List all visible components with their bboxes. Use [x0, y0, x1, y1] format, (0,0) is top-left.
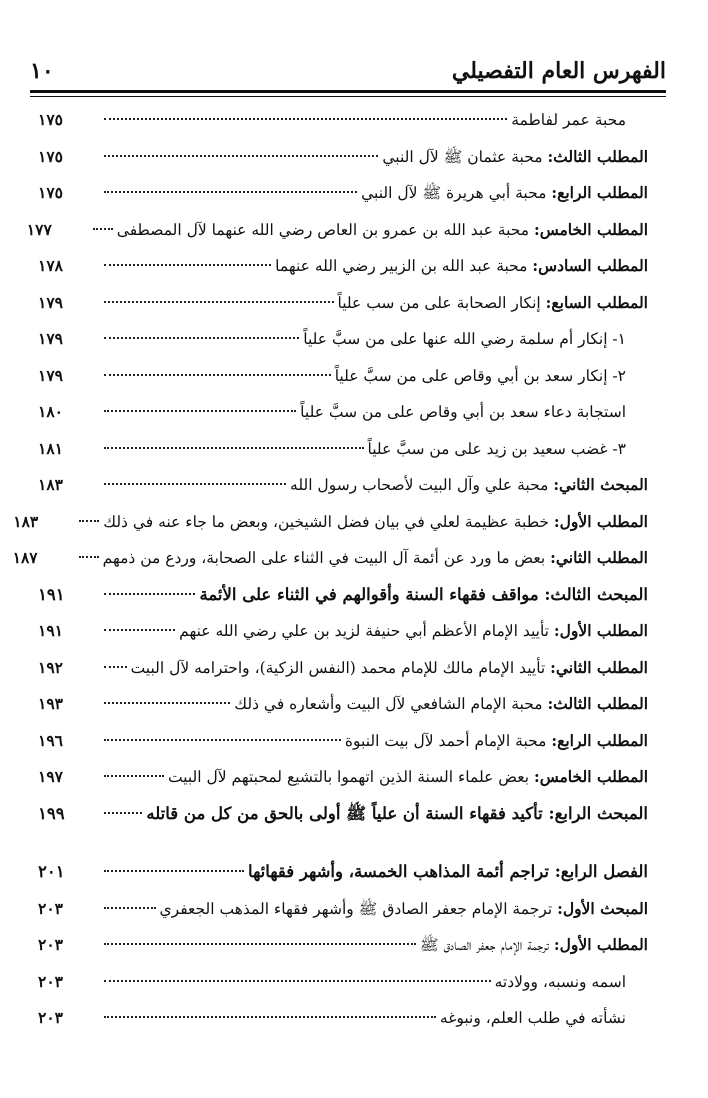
- toc-entry-title: ترجمة الإمام جعفر الصادق ﷺ: [419, 936, 554, 954]
- toc-entry-page: ١٨٣: [38, 475, 63, 494]
- dot-leader: [93, 228, 113, 230]
- table-of-contents: [12, 102, 648, 1037]
- toc-entry-title: محبة الإمام الشافعي لآل البيت وأشعاره في ذلك: [234, 695, 548, 713]
- toc-entry-title: محبة أبي هريرة ﷺ لآل النبي: [361, 184, 552, 202]
- toc-entry-heading: المطلب الأول:: [553, 621, 648, 640]
- dot-leader: [104, 943, 416, 945]
- toc-entry-title: تأكيد فقهاء السنة أن علياً ﷺ أولى بالحق من كل من قاتله: [146, 803, 549, 823]
- toc-entry: [13, 504, 648, 541]
- toc-entry: [38, 102, 648, 139]
- toc-entry-heading: المطلب الأول:: [553, 511, 648, 531]
- toc-entry-label: [248, 854, 648, 891]
- toc-entry-page: ١٧٥: [38, 146, 63, 166]
- toc-entry-heading: المبحث الرابع:: [548, 803, 648, 823]
- toc-entry: [38, 686, 648, 723]
- dot-leader: [79, 556, 99, 558]
- dot-leader: [104, 483, 286, 485]
- page-title: الفهرس العام التفصيلي: [451, 58, 666, 84]
- toc-entry-title: تأييد الإمام الأعظم أبي حنيفة لزيد بن علي رضي الله عنهم: [179, 622, 554, 640]
- toc-entry-title: ترجمة الإمام جعفر الصادق ﷺ وأشهر فقهاء المذهب الجعفري: [159, 899, 558, 918]
- toc-entry-page: ١٩٣: [38, 694, 63, 713]
- toc-entry-page: ١٩١: [38, 621, 63, 640]
- dot-leader: [104, 775, 164, 777]
- dot-leader: [104, 447, 364, 449]
- toc-entry-heading: المطلب الخامس:: [534, 219, 648, 239]
- toc-entry-label: [511, 102, 626, 139]
- toc-entry: [38, 358, 648, 395]
- toc-entry-label: [199, 577, 648, 614]
- toc-entry-title: محبة علي وآل البيت لأصحاب رسول الله: [290, 476, 554, 494]
- toc-entry-page: ١٨٣: [13, 511, 39, 531]
- toc-entry-label: [146, 796, 648, 833]
- toc-entry-heading: المطلب الأول:: [553, 935, 648, 954]
- toc-entry-heading: المطلب الثاني:: [550, 548, 648, 567]
- toc-entry-title: محبة عمر لفاطمة: [511, 111, 626, 129]
- dot-leader: [104, 666, 127, 668]
- dot-leader: [104, 1016, 436, 1018]
- toc-entry-page: ٢٠٣: [38, 971, 63, 991]
- toc-entry-heading: المطلب الثاني:: [550, 657, 648, 677]
- toc-entry-label: [338, 285, 649, 322]
- toc-entry-page: ١٩١: [38, 584, 65, 604]
- header-rule-thin: [30, 96, 666, 97]
- toc-entry-title: مواقف فقهاء السنة وأقوالهم في الثناء على الأئمة: [199, 584, 545, 604]
- toc-entry-title: محبة عبد الله بن الزبير رضي الله عنهما: [275, 257, 533, 275]
- toc-entry-heading: المطلب السابع:: [545, 292, 648, 312]
- toc-entry-page: ١٧٨: [38, 256, 63, 275]
- toc-entry-label: [179, 613, 648, 650]
- toc-entry-page: ١٧٩: [38, 292, 63, 312]
- toc-entry-page: ١٧٩: [38, 365, 63, 385]
- toc-entry-title: نشأته في طلب العلم، ونبوغه: [439, 1009, 626, 1027]
- toc-entry-page: ٢٠٣: [38, 935, 63, 954]
- toc-entry: [12, 540, 648, 577]
- toc-entry: [38, 723, 648, 760]
- toc-entry-heading: المبحث الثالث:: [544, 584, 648, 604]
- toc-entry: [38, 394, 648, 431]
- toc-entry-page: ١٨٠: [38, 402, 63, 421]
- dot-leader: [104, 593, 195, 595]
- dot-leader: [104, 264, 271, 266]
- dot-leader: [104, 702, 230, 704]
- page-number: ١٠: [30, 58, 54, 84]
- toc-entry-label: [335, 358, 626, 395]
- header-rule-thick: [30, 90, 666, 93]
- toc-entry-page: ١٧٥: [38, 183, 63, 202]
- dot-leader: [104, 980, 491, 982]
- toc-entry-label: [368, 431, 626, 468]
- toc-entry-label: [160, 891, 648, 928]
- toc-entry-title: ٢- إنكار سعد بن أبي وقاص على من سبَّ علياً: [334, 366, 626, 385]
- dot-leader: [104, 907, 156, 909]
- dot-leader: [104, 410, 296, 412]
- toc-entry: [38, 577, 648, 614]
- toc-entry-title: ١- إنكار أم سلمة رضي الله عنها على من سبَّ علياً: [303, 330, 626, 348]
- toc-entry: [38, 175, 648, 212]
- toc-entry-page: ١٧٧: [26, 219, 52, 239]
- toc-entry-title: استجابة دعاء سعد بن أبي وقاص على من سبَّ علياً: [300, 403, 626, 421]
- toc-entry-title: محبة الإمام أحمد لآل بيت النبوة: [344, 731, 552, 750]
- dot-leader: [104, 739, 341, 741]
- toc-entry: [38, 796, 648, 833]
- toc-entry: [38, 431, 648, 468]
- dot-leader: [104, 118, 507, 120]
- dot-leader: [104, 155, 378, 157]
- toc-entry: [38, 613, 648, 650]
- toc-entry-heading: المبحث الأول:: [557, 898, 648, 918]
- dot-leader: [104, 629, 175, 631]
- toc-entry-label: [300, 394, 626, 431]
- toc-entry-label: [103, 540, 648, 577]
- toc-entry: [38, 854, 648, 891]
- toc-entry-title: محبة عثمان ﷺ لآل النبي: [382, 147, 548, 166]
- toc-entry-label: [117, 212, 648, 249]
- toc-entry-page: ١٩٩: [38, 803, 65, 823]
- toc-entry-heading: المطلب الخامس:: [534, 767, 648, 786]
- toc-entry: [38, 1000, 648, 1037]
- toc-entry: [38, 650, 648, 687]
- toc-entry-page: ١٩٦: [38, 730, 63, 750]
- dot-leader: [104, 870, 244, 872]
- toc-entry-title: تأييد الإمام مالك للإمام محمد (النفس الزكية)، واحترامه لآل البيت: [130, 658, 551, 677]
- toc-entry-page: ١٧٩: [38, 329, 63, 348]
- toc-entry-page: ١٩٢: [38, 657, 63, 677]
- toc-entry-heading: الفصل الرابع:: [554, 862, 648, 881]
- dot-leader: [104, 191, 357, 193]
- toc-entry-heading: المطلب الثالث:: [547, 146, 648, 166]
- toc-entry-label: [131, 650, 648, 687]
- toc-entry-title: محبة عبد الله بن عمرو بن العاص رضي الله عنهما لآل المصطفى: [116, 220, 534, 239]
- toc-entry-label: [303, 321, 626, 358]
- dot-leader: [104, 812, 142, 814]
- toc-entry-heading: المطلب السادس:: [532, 256, 648, 275]
- toc-entry-page: ١٨١: [38, 438, 63, 458]
- toc-entry-title: تراجم أئمة المذاهب الخمسة، وأشهر فقهائها: [248, 862, 555, 881]
- toc-entry-title: خطبة عظيمة لعلي في بيان فضل الشيخين، وبعض ما جاء عنه في ذلك: [103, 512, 554, 531]
- toc-entry: [38, 321, 648, 358]
- toc-entry: [38, 248, 648, 285]
- dot-leader: [104, 374, 331, 376]
- toc-entry-page: ٢٠١: [38, 862, 65, 881]
- toc-entry-label: [382, 139, 648, 176]
- toc-entry-heading: المبحث الثاني:: [553, 475, 648, 494]
- toc-entry-page: ٢٠٣: [38, 898, 63, 918]
- toc-entry-label: [290, 467, 648, 504]
- toc-entry-heading: المطلب الثالث:: [547, 694, 648, 713]
- toc-entry-label: [361, 175, 648, 212]
- page-header: [30, 58, 666, 88]
- toc-entry-heading: المطلب الرابع:: [551, 730, 648, 750]
- toc-entry: [38, 759, 648, 796]
- toc-entry: [38, 467, 648, 504]
- dot-leader: [104, 337, 299, 339]
- toc-entry-title: إنكار الصحابة على من سب علياً: [337, 293, 546, 312]
- dot-leader: [104, 301, 334, 303]
- toc-entry-label: [440, 1000, 626, 1037]
- toc-entry-label: [495, 964, 626, 1001]
- toc-entry-title: بعض علماء السنة الذين اتهموا بالتشيع لمحبتهم لآل البيت: [167, 768, 534, 786]
- toc-entry-page: ١٩٧: [38, 767, 63, 786]
- toc-entry: [38, 891, 648, 928]
- toc-entry-label: [168, 759, 648, 796]
- toc-entry-page: ٢٠٣: [38, 1008, 63, 1027]
- toc-entry-label: [103, 504, 648, 541]
- dot-leader: [79, 520, 99, 522]
- toc-entry-label: [275, 248, 648, 285]
- toc-entry: [38, 139, 648, 176]
- toc-entry-page: ١٧٥: [38, 110, 63, 129]
- toc-entry-title: بعض ما ورد عن أئمة آل البيت في الثناء على الصحابة، وردع من ذمهم: [102, 549, 551, 567]
- toc-entry: [26, 212, 648, 249]
- toc-entry-heading: المطلب الرابع:: [551, 183, 648, 202]
- toc-entry-label: [420, 927, 648, 964]
- toc-entry: [38, 964, 648, 1001]
- toc-entry-page: ١٨٧: [12, 548, 38, 567]
- toc-entry: [38, 927, 648, 964]
- toc-entry-label: [345, 723, 648, 760]
- toc-entry-label: [234, 686, 648, 723]
- toc-entry-title: اسمه ونسبه، وولادته: [494, 972, 626, 991]
- toc-entry: [38, 285, 648, 322]
- toc-entry-title: ٣- غضب سعيد بن زيد على من سبَّ علياً: [367, 439, 626, 458]
